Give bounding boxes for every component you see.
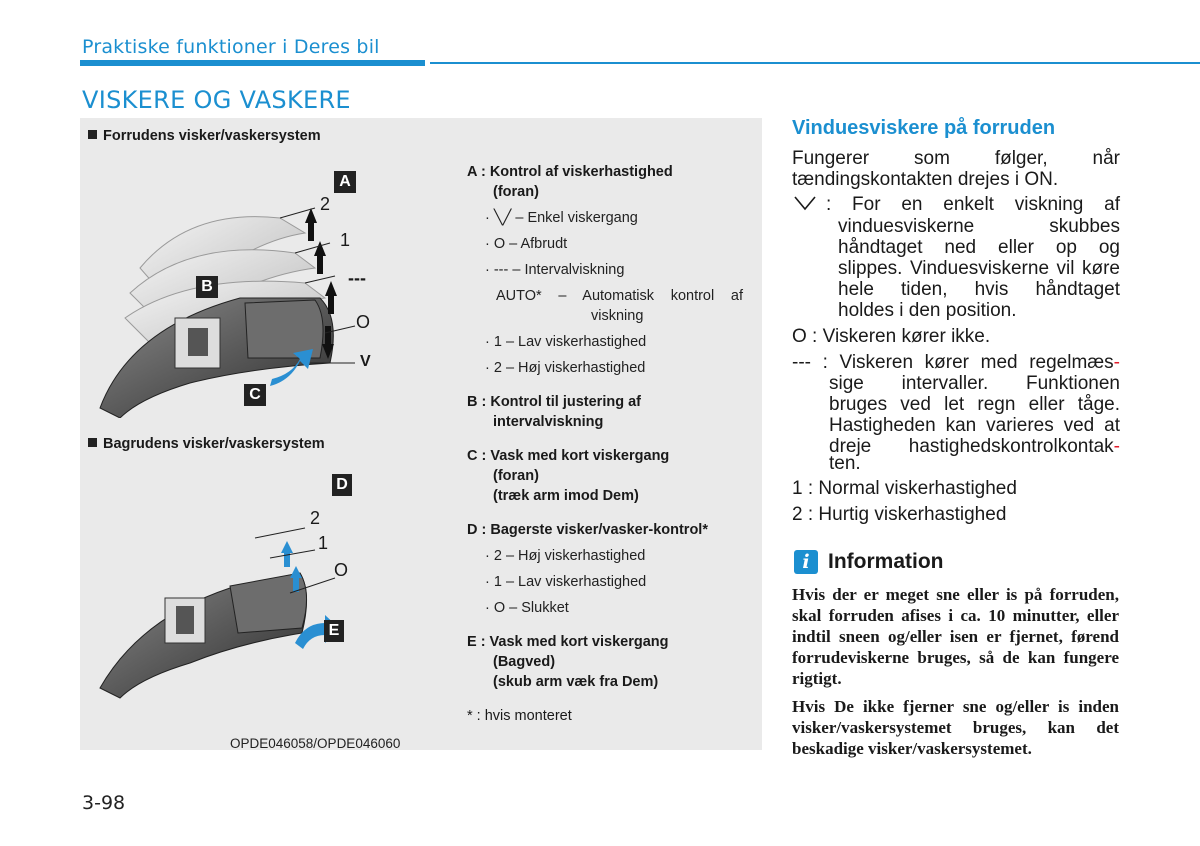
legend-a-item: · 2 – Høj viskerhastighed [485, 360, 646, 376]
interval-line: bruges ved let regn eller tåge. [829, 394, 1120, 415]
label-c-badge: C [244, 384, 266, 406]
front-interval-label: --- [348, 268, 366, 288]
dial-knob [188, 328, 208, 356]
legend-e-title-3: (skub arm væk fra Dem) [493, 674, 659, 690]
single-wipe-v-icon [793, 195, 817, 211]
info-paragraph-1: Hvis der er meget sne eller is på forruden, skal forruden afises i ca. 10 minutter, eller indtil sneen og/eller isen er fjernet, førend forrudeviskerne bruges, så de kan fungere rigtigt. [792, 585, 1119, 688]
stalk-tip [245, 300, 323, 358]
off-line: O : Viskeren kører ikke. [792, 326, 991, 347]
interval-line-1: --- : Viskeren kører med regelmæs- [792, 352, 1120, 373]
label-d-badge: D [332, 474, 352, 496]
speed-1-line: 1 : Normal viskerhastighed [792, 478, 1017, 499]
legend-a-item: · --- – Intervalviskning [485, 262, 625, 278]
figure-panel [80, 118, 762, 750]
header-rule-thick [80, 60, 425, 66]
section-title: Praktiske funktioner i Deres bil [82, 36, 380, 58]
interval-line: Hastigheden kan varieres ved at [829, 415, 1120, 436]
legend-c-title-3: (træk arm imod Dem) [493, 488, 639, 504]
label-e-badge: E [324, 620, 344, 642]
front-pos-1-label: 1 [340, 230, 351, 250]
v-line-prefix: : For en enkelt viskning af [826, 194, 1120, 215]
front-single-label: V [360, 353, 371, 370]
rear-dial-knob [176, 606, 194, 634]
v-line: vinduesviskerne skubbes [838, 216, 1120, 237]
front-pos-2-label: 2 [320, 194, 331, 214]
interval-line-5: dreje hastighedskontrolkontak- [829, 436, 1120, 457]
rear-pos-2-label: 2 [310, 508, 321, 528]
square-bullet-icon [88, 438, 97, 447]
image-code: OPDE046058/OPDE046060 [230, 736, 401, 751]
v-line: håndtaget ned eller op og [838, 237, 1120, 258]
legend-e-title-2: (Bagved) [493, 654, 556, 670]
legend-a-title: A : Kontrol af viskerhastighed [467, 164, 673, 180]
header-rule-thin [430, 62, 1200, 64]
legend-b-title: B : Kontrol til justering af [467, 394, 641, 410]
legend-a-title-2: (foran) [493, 184, 539, 200]
label-a-badge: A [334, 171, 356, 193]
info-title: Information [828, 550, 944, 573]
legend-e-title: E : Vask med kort viskergang [467, 634, 669, 650]
rear-off-label: O [334, 560, 349, 580]
legend-b-title-2: intervalviskning [493, 414, 604, 430]
v-line: slippes. Vinduesviskerne vil køre [838, 258, 1120, 279]
legend-d-item: · 1 – Lav viskerhastighed [485, 574, 647, 590]
legend-a-item: · 1 – Lav viskerhastighed [485, 334, 647, 350]
v-line: hele tiden, hvis håndtaget [838, 279, 1120, 300]
label-b-badge: B [196, 276, 218, 298]
rear-pos-1-label: 1 [318, 533, 329, 553]
legend-d-title: D : Bagerste visker/vasker-kontrol* [467, 522, 708, 538]
front-wiper-illustration [80, 158, 390, 418]
intro-line-1: Fungerer som følger, når [792, 148, 1120, 169]
rear-wiper-illustration [80, 498, 390, 728]
speed-2-line: 2 : Hurtig viskerhastighed [792, 504, 1007, 525]
info-paragraph-2: Hvis De ikke fjerner sne og/eller is inden visker/vaskersystemet bruges, kan det beskadige visker/vaskersystemet. [792, 697, 1119, 758]
legend-footnote: * : hvis monteret [467, 708, 572, 724]
legend-a-item: · O – Afbrudt [485, 236, 568, 252]
legend-c-title-2: (foran) [493, 468, 539, 484]
up-arrow-icon [305, 208, 317, 241]
legend-c-title: C : Vask med kort viskergang [467, 448, 670, 464]
info-icon: i [794, 550, 818, 574]
front-caption: Forrudens visker/vaskersystem [88, 128, 321, 144]
right-heading: Vinduesviskere på forruden [792, 117, 1056, 139]
legend-d-item: · O – Slukket [485, 600, 569, 616]
v-line: holdes i den position. [838, 300, 1017, 321]
page-heading: VISKERE OG VASKERE [82, 86, 351, 114]
interval-line-6: ten. [829, 453, 861, 474]
page-number: 3-98 [82, 792, 126, 814]
legend-a-item: AUTO* – Automatisk kontrol af [496, 288, 743, 304]
intro-line-2: tændingskontakten drejes i ON. [792, 169, 1059, 190]
legend-a-item: · ╲╱ – Enkel viskergang [485, 210, 638, 226]
legend-d-item: · 2 – Høj viskerhastighed [485, 548, 646, 564]
legend-a-item: viskning [591, 308, 644, 324]
front-off-label: O [356, 312, 371, 332]
interval-line: sige intervaller. Funktionen [829, 373, 1120, 394]
square-bullet-icon [88, 130, 97, 139]
rear-caption: Bagrudens visker/vaskersystem [88, 436, 325, 452]
